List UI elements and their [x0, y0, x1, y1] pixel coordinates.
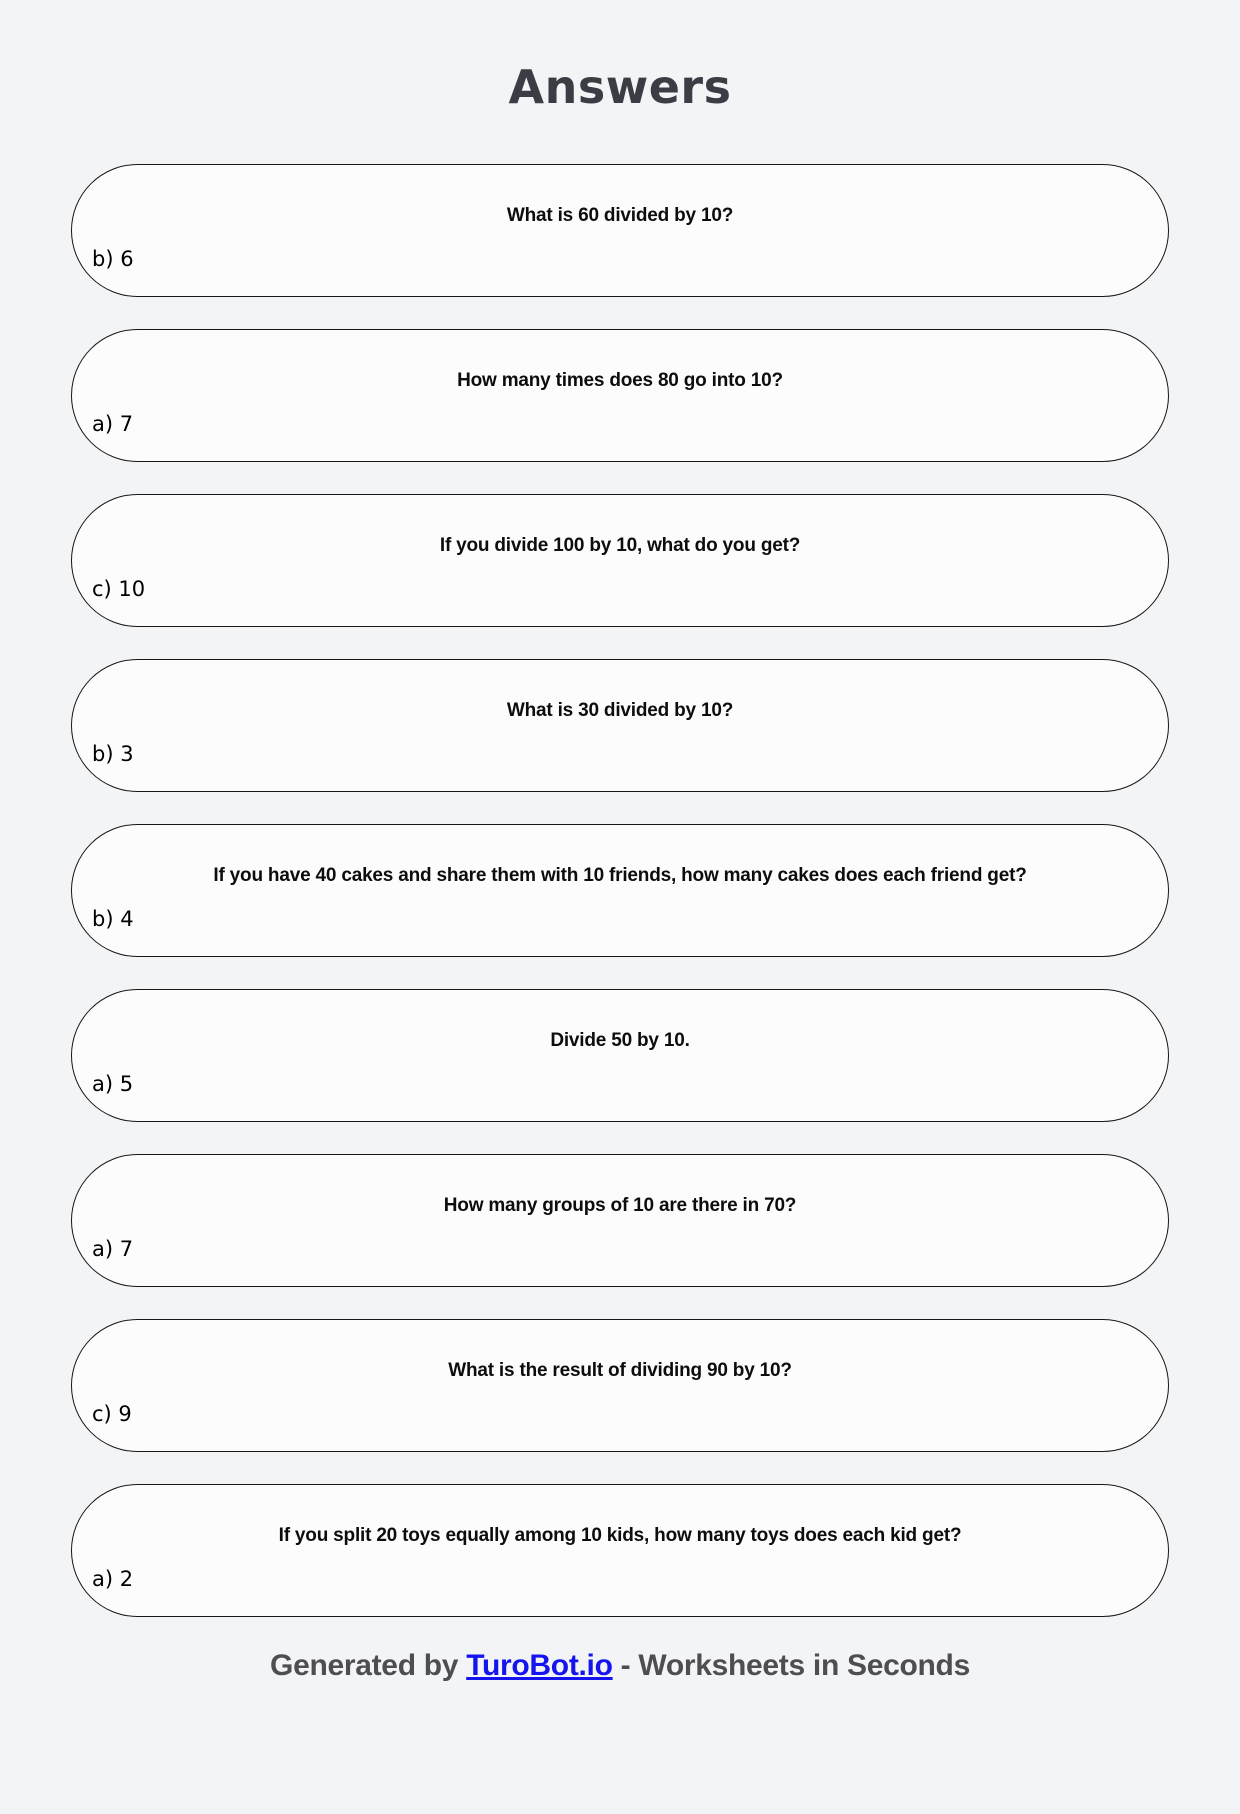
question-text: What is the result of dividing 90 by 10? — [448, 1360, 792, 1381]
answer-card — [71, 989, 1169, 1122]
answer-card — [71, 659, 1169, 792]
answer-card — [71, 1154, 1169, 1287]
answer-text: b) 3 — [92, 742, 134, 766]
answer-card — [71, 1319, 1169, 1452]
page-title: Answers — [508, 60, 732, 114]
question-text: Divide 50 by 10. — [550, 1030, 690, 1051]
answer-text: a) 7 — [92, 412, 134, 436]
answer-card — [71, 329, 1169, 462]
footer — [0, 1649, 1240, 1683]
answer-text: a) 2 — [92, 1567, 134, 1591]
turobot-link[interactable]: TuroBot.io — [466, 1649, 613, 1682]
question-text: If you split 20 toys equally among 10 kids, how many toys does each kid get? — [278, 1525, 962, 1546]
answer-text: a) 5 — [92, 1072, 134, 1096]
answer-card — [71, 164, 1169, 297]
answer-card — [71, 824, 1169, 957]
footer-prefix-text: Generated by — [270, 1649, 467, 1682]
question-text: If you have 40 cakes and share them with 10 friends, how many cakes does each friend get? — [213, 865, 1027, 886]
answer-card-list — [71, 164, 1169, 1617]
question-text: How many groups of 10 are there in 70? — [443, 1195, 797, 1216]
question-text: What is 30 divided by 10? — [506, 700, 734, 721]
answer-text: b) 4 — [92, 907, 134, 931]
answer-card — [71, 494, 1169, 627]
answer-text: a) 7 — [92, 1237, 134, 1261]
answer-text: c) 10 — [92, 577, 146, 601]
question-text: What is 60 divided by 10? — [506, 205, 734, 226]
footer-suffix-text: - Worksheets in Seconds — [612, 1649, 970, 1682]
answer-text: c) 9 — [92, 1402, 132, 1426]
answer-text: b) 6 — [92, 247, 134, 271]
question-text: How many times does 80 go into 10? — [457, 370, 783, 391]
answer-card — [71, 1484, 1169, 1617]
question-text: If you divide 100 by 10, what do you get? — [439, 535, 801, 556]
